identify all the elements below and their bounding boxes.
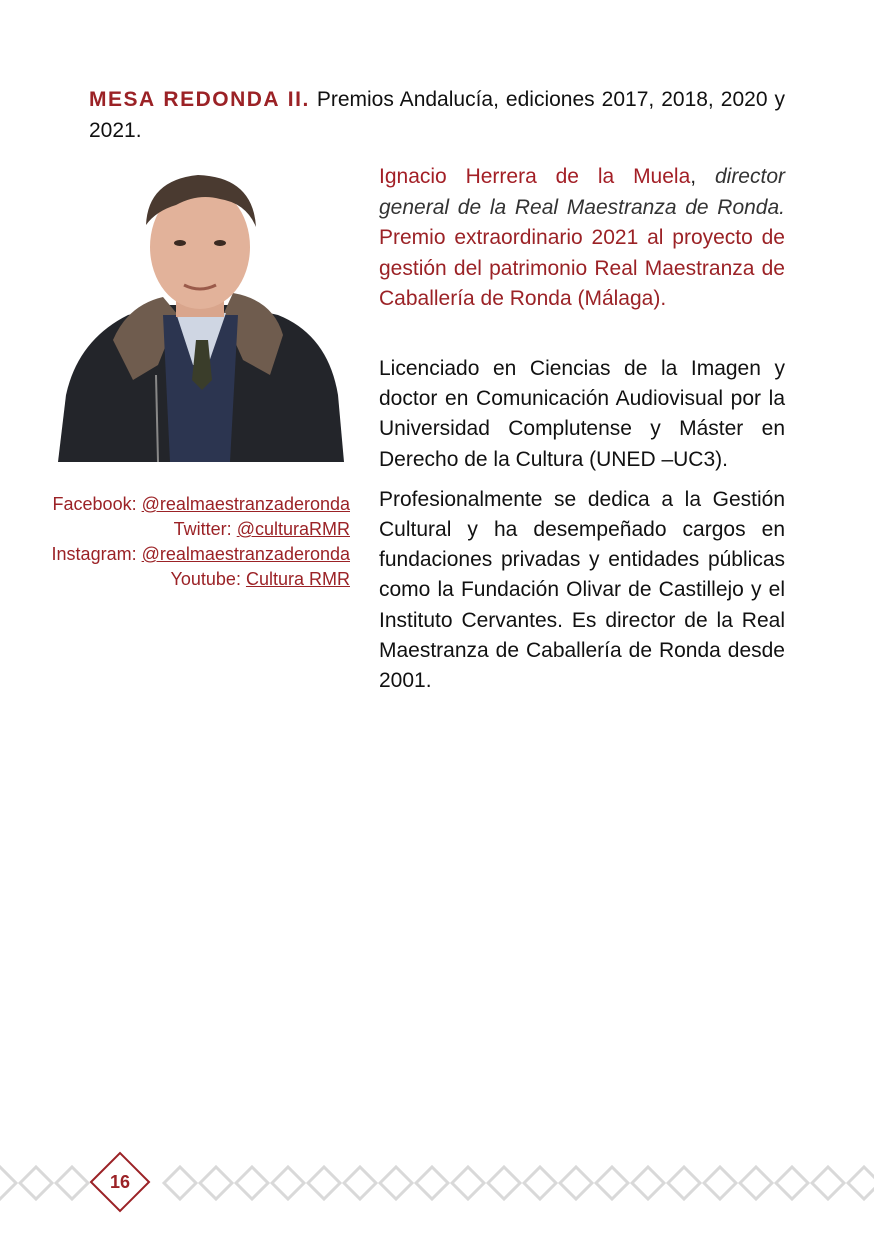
- pattern-diamond: [632, 1167, 664, 1199]
- section-heading: [89, 84, 785, 146]
- pattern-diamond: [596, 1167, 628, 1199]
- bio-paragraph-1: Licenciado en Ciencias de la Imagen y doctor en Comunicación Audiovisual por la Universidad Complutense y Máster en Derecho de la Cultura (UNED –UC3).: [379, 357, 785, 471]
- pattern-diamond: [452, 1167, 484, 1199]
- pattern-diamond: [668, 1167, 700, 1199]
- pattern-diamond: [704, 1167, 736, 1199]
- pattern-diamond: [848, 1167, 874, 1199]
- pattern-diamond: [524, 1167, 556, 1199]
- pattern-diamond: [380, 1167, 412, 1199]
- speaker-award: Premio extraordinario 2021 al proyecto de gestión del patrimonio Real Maestranza de Caballería de Ronda (Málaga).: [379, 226, 785, 310]
- social-links: [30, 492, 350, 592]
- pattern-diamond: [20, 1167, 52, 1199]
- pattern-diamond: [776, 1167, 808, 1199]
- pattern-diamond: [812, 1167, 844, 1199]
- pattern-diamond: [308, 1167, 340, 1199]
- pattern-diamond: [560, 1167, 592, 1199]
- facebook-link[interactable]: @realmaestranzaderonda: [141, 494, 350, 514]
- social-row-youtube: [30, 567, 350, 592]
- pattern-diamond: [740, 1167, 772, 1199]
- pattern-diamond: [164, 1167, 196, 1199]
- pattern-diamond: [272, 1167, 304, 1199]
- speaker-portrait-photo: [58, 165, 344, 462]
- section-title: Premios Andalucía, ediciones 2017, 2018, 2020 y 2021.: [89, 88, 785, 142]
- pattern-diamond: [488, 1167, 520, 1199]
- social-row-twitter: [30, 517, 350, 542]
- section-label: MESA REDONDA II.: [89, 88, 310, 111]
- facebook-label: Facebook:: [52, 494, 137, 514]
- speaker-bio: [379, 354, 785, 706]
- pattern-diamond: [236, 1167, 268, 1199]
- bio-paragraph-2: Profesionalmente se dedica a la Gestión Cultural y ha desempeñado cargos en fundaciones privadas y entidades públicas como la Fundación Olivar de Castillejo y el Instituto Cervantes. Es director de la Real Maestranza de Caballería de Ronda desde 2001.: [379, 487, 785, 693]
- social-row-instagram: [30, 542, 350, 567]
- social-row-facebook: [30, 492, 350, 517]
- pattern-diamond: [56, 1167, 88, 1199]
- twitter-label: Twitter:: [173, 519, 232, 539]
- name-separator: ,: [690, 165, 715, 188]
- youtube-link[interactable]: Cultura RMR: [245, 569, 350, 589]
- speaker-role: director general de la Real Maestranza de Ronda.: [379, 165, 785, 219]
- instagram-link[interactable]: @realmaestranzaderonda: [141, 544, 350, 564]
- pattern-diamond: [416, 1167, 448, 1199]
- instagram-label: Instagram:: [51, 544, 137, 564]
- youtube-label: Youtube:: [170, 569, 241, 589]
- pattern-diamond: [344, 1167, 376, 1199]
- pattern-diamond: [0, 1167, 16, 1199]
- pattern-diamond: [200, 1167, 232, 1199]
- page-number: 16: [109, 1171, 131, 1192]
- twitter-link[interactable]: @culturaRMR: [236, 519, 350, 539]
- speaker-intro: [379, 162, 785, 315]
- speaker-name: Ignacio Herrera de la Muela: [379, 165, 691, 188]
